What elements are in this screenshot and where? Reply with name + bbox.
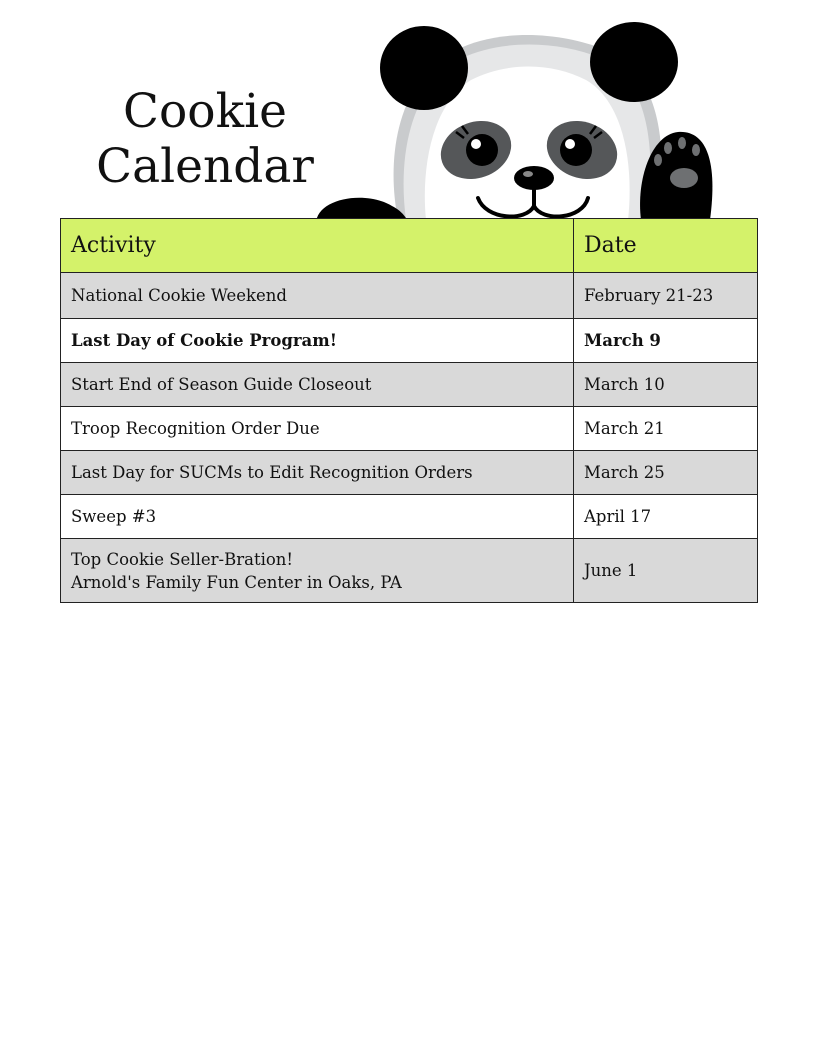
- activity-line-1: Top Cookie Seller-Bration!: [71, 549, 294, 569]
- activity-cell: Troop Recognition Order Due: [61, 407, 574, 451]
- table-header-row: [61, 219, 758, 273]
- date-cell: April 17: [574, 495, 758, 539]
- table-row: [61, 319, 758, 363]
- table-row: [61, 363, 758, 407]
- page-title: [96, 84, 314, 194]
- header-activity: Activity: [61, 219, 574, 273]
- activity-line-2: Arnold's Family Fun Center in Oaks, PA: [71, 572, 402, 592]
- activity-cell: Start End of Season Guide Closeout: [61, 363, 574, 407]
- activity-cell: [61, 539, 574, 603]
- date-cell: March 10: [574, 363, 758, 407]
- date-cell: March 21: [574, 407, 758, 451]
- header-date: Date: [574, 219, 758, 273]
- activity-cell: National Cookie Weekend: [61, 273, 574, 319]
- title-line-2: Calendar: [96, 139, 314, 194]
- activity-cell: Last Day for SUCMs to Edit Recognition Orders: [61, 451, 574, 495]
- table-row: [61, 407, 758, 451]
- activity-cell: Last Day of Cookie Program!: [61, 319, 574, 363]
- date-cell: February 21-23: [574, 273, 758, 319]
- date-cell: March 9: [574, 319, 758, 363]
- cookie-calendar-table: [60, 218, 757, 603]
- date-cell: June 1: [574, 539, 758, 603]
- table-row: [61, 451, 758, 495]
- activity-cell: Sweep #3: [61, 495, 574, 539]
- table-row: [61, 273, 758, 319]
- date-cell: March 25: [574, 451, 758, 495]
- table-row: [61, 539, 758, 603]
- table-row: [61, 495, 758, 539]
- title-line-1: Cookie: [123, 84, 287, 139]
